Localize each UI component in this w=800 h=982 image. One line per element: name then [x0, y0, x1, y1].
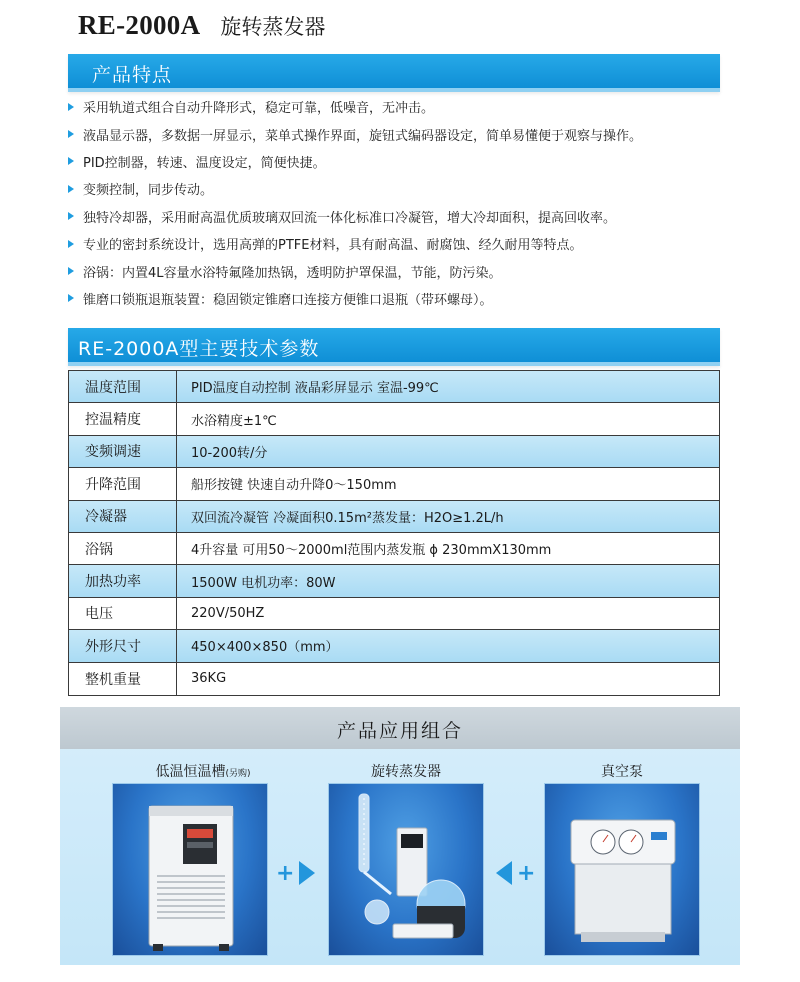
features-section-bar	[68, 54, 720, 92]
table-row	[69, 436, 719, 468]
feature-item: 变频控制，同步传动。	[68, 175, 728, 202]
table-row	[69, 663, 719, 695]
plus-connector-left: +	[496, 861, 535, 885]
table-row	[69, 501, 719, 533]
spec-label: 电压	[69, 598, 177, 629]
table-row	[69, 565, 719, 597]
bullet-arrow-icon	[68, 157, 74, 165]
feature-item: 锥磨口锁瓶退瓶装置：稳固锁定锥磨口连接方便锥口退瓶（带环螺母）。	[68, 285, 728, 312]
feature-item: 独特冷却器，采用耐高温优质玻璃双回流一体化标准口冷凝管，增大冷却面积，提高回收率。	[68, 203, 728, 230]
table-row	[69, 468, 719, 500]
bullet-arrow-icon	[68, 103, 74, 111]
table-row	[69, 371, 719, 403]
features-heading: 产品特点	[92, 64, 173, 86]
bullet-arrow-icon	[68, 185, 74, 193]
spec-label: 温度范围	[69, 371, 177, 402]
bullet-arrow-icon	[68, 267, 74, 275]
chiller-icon	[113, 784, 268, 956]
vacuum-pump-icon	[545, 784, 700, 956]
spec-label: 升降范围	[69, 468, 177, 499]
spec-value: PID温度自动控制 液晶彩屏显示 室温-99℃	[191, 381, 439, 397]
features-list	[68, 93, 728, 312]
spec-label: 冷凝器	[69, 501, 177, 532]
table-row	[69, 630, 719, 662]
feature-item: 采用轨道式组合自动升降形式，稳定可靠，低噪音，无冲击。	[68, 93, 728, 120]
spec-value: 4升容量 可用50～2000ml范围内蒸发瓶 ϕ 230mmX130mm	[191, 543, 552, 559]
model-number: RE-2000A	[78, 10, 201, 40]
product-label-vacuum-pump: 真空泵	[601, 764, 643, 780]
plus-connector-right: +	[276, 861, 315, 885]
specs-section-bar	[68, 328, 720, 366]
arrow-left-icon	[496, 861, 512, 885]
product-image-evaporator	[328, 783, 484, 956]
feature-item: 液晶显示器，多数据一屏显示，菜单式操作界面，旋钮式编码器设定，简单易懂便于观察与操作。	[68, 120, 728, 147]
spec-value: 双回流冷凝管 冷凝面积0.15m²蒸发量：H2O≥1.2L/h	[191, 510, 504, 526]
spec-label: 加热功率	[69, 565, 177, 596]
spec-label: 控温精度	[69, 403, 177, 434]
spec-value: 10-200转/分	[191, 445, 268, 461]
bullet-arrow-icon	[68, 240, 74, 248]
product-label-evaporator: 旋转蒸发器	[371, 764, 441, 780]
spec-label: 变频调速	[69, 436, 177, 467]
rotary-evaporator-icon	[329, 784, 484, 956]
table-row	[69, 533, 719, 565]
table-row	[69, 598, 719, 630]
application-panel	[60, 707, 740, 965]
feature-item: 浴锅：内置4L容量水浴特氟隆加热锅，透明防护罩保温，节能，防污染。	[68, 257, 728, 284]
product-image-chiller	[112, 783, 268, 956]
arrow-right-icon	[299, 861, 315, 885]
spec-label: 整机重量	[69, 663, 177, 695]
spec-value: 水浴精度±1℃	[191, 413, 277, 429]
bullet-arrow-icon	[68, 130, 74, 138]
bullet-arrow-icon	[68, 294, 74, 302]
specs-heading: RE-2000A型主要技术参数	[78, 338, 320, 360]
spec-value: 船形按键 快速自动升降0～150mm	[191, 478, 397, 494]
feature-item: 专业的密封系统设计，选用高弹的PTFE材料，具有耐高温、耐腐蚀、经久耐用等特点。	[68, 230, 728, 257]
product-label-chiller: 低温恒温槽(另购)	[155, 764, 251, 780]
spec-value: 450×400×850（mm）	[191, 640, 339, 656]
application-header	[60, 707, 740, 749]
spec-value: 36KG	[191, 671, 227, 687]
product-name: 旋转蒸发器	[220, 15, 326, 39]
product-image-vacuum-pump	[544, 783, 700, 956]
table-row	[69, 403, 719, 435]
bullet-arrow-icon	[68, 212, 74, 220]
application-heading: 产品应用组合	[336, 720, 463, 742]
spec-label: 外形尺寸	[69, 630, 177, 661]
spec-table	[68, 370, 720, 696]
page-title	[78, 10, 325, 44]
spec-value: 220V/50HZ	[191, 605, 265, 621]
spec-label: 浴锅	[69, 533, 177, 564]
spec-value: 1500W 电机功率：80W	[191, 575, 336, 591]
feature-item: PID控制器，转速、温度设定，简便快捷。	[68, 148, 728, 175]
